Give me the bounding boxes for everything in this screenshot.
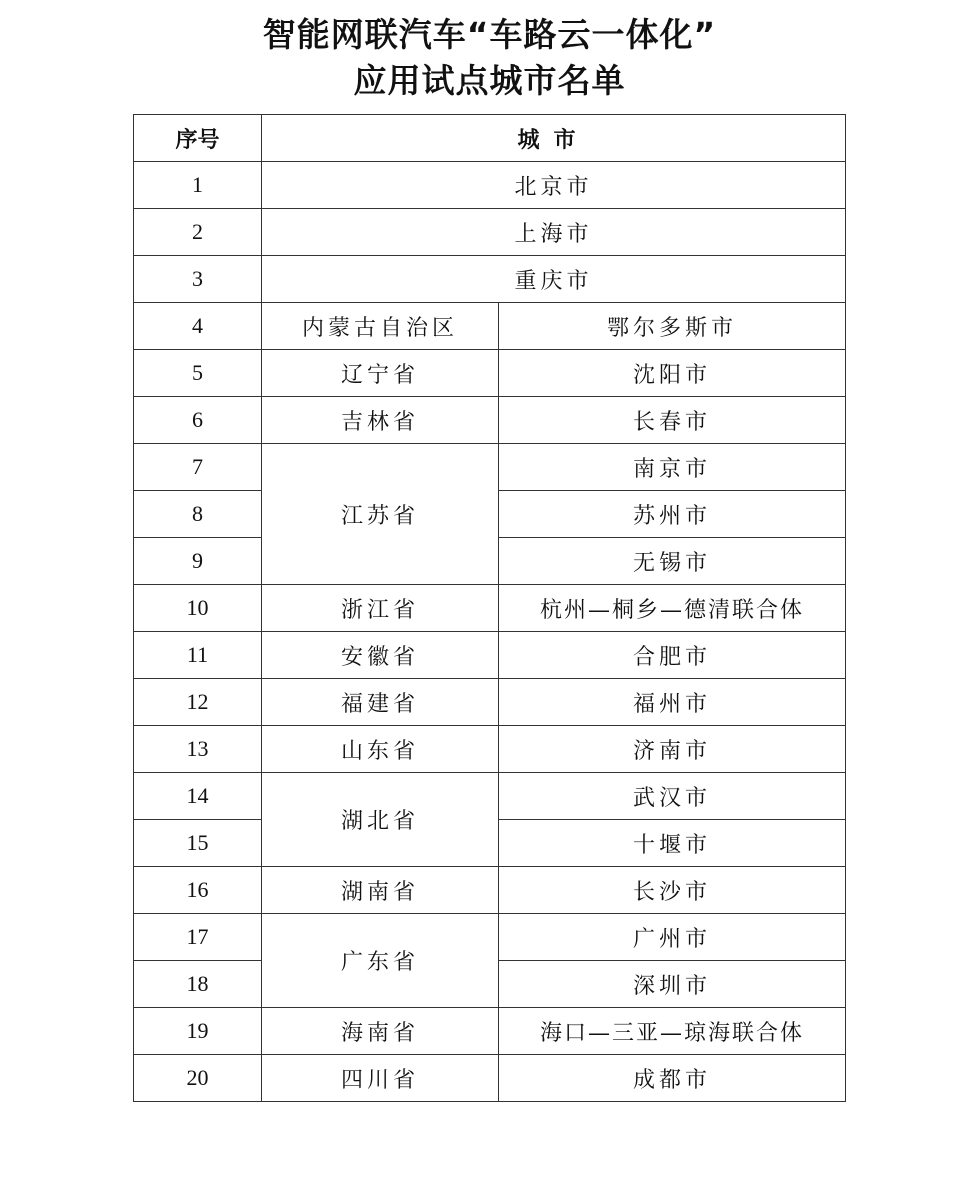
row-number: 1	[134, 162, 262, 209]
province-name: 福建省	[262, 679, 499, 726]
city-name: 北京市	[262, 162, 846, 209]
table-row	[134, 397, 846, 444]
province-name: 浙江省	[262, 585, 499, 632]
pilot-city-table	[133, 114, 846, 1102]
city-name: 海口—三亚—琼海联合体	[499, 1008, 846, 1055]
table-row	[134, 726, 846, 773]
city-name: 合肥市	[499, 632, 846, 679]
province-name: 安徽省	[262, 632, 499, 679]
row-number: 20	[134, 1055, 262, 1102]
table-row	[134, 256, 846, 303]
row-number: 2	[134, 209, 262, 256]
row-number: 15	[134, 820, 262, 867]
city-name: 杭州—桐乡—德清联合体	[499, 585, 846, 632]
province-name: 江苏省	[262, 444, 499, 585]
city-name: 上海市	[262, 209, 846, 256]
table-row	[134, 585, 846, 632]
city-name: 重庆市	[262, 256, 846, 303]
header-city: 城市	[262, 115, 846, 162]
province-name: 海南省	[262, 1008, 499, 1055]
table-header-row	[134, 115, 846, 162]
table-row	[134, 303, 846, 350]
table-row	[134, 632, 846, 679]
row-number: 13	[134, 726, 262, 773]
row-number: 11	[134, 632, 262, 679]
city-name: 深圳市	[499, 961, 846, 1008]
row-number: 6	[134, 397, 262, 444]
row-number: 3	[134, 256, 262, 303]
row-number: 17	[134, 914, 262, 961]
table-row	[134, 162, 846, 209]
row-number: 19	[134, 1008, 262, 1055]
province-name: 湖南省	[262, 867, 499, 914]
row-number: 18	[134, 961, 262, 1008]
city-name: 鄂尔多斯市	[499, 303, 846, 350]
province-name: 四川省	[262, 1055, 499, 1102]
table-row	[134, 350, 846, 397]
table-row	[134, 1008, 846, 1055]
row-number: 5	[134, 350, 262, 397]
table-row	[134, 1055, 846, 1102]
city-name: 福州市	[499, 679, 846, 726]
city-name: 沈阳市	[499, 350, 846, 397]
row-number: 4	[134, 303, 262, 350]
city-name: 无锡市	[499, 538, 846, 585]
row-number: 16	[134, 867, 262, 914]
table-row	[134, 679, 846, 726]
city-name: 成都市	[499, 1055, 846, 1102]
province-name: 广东省	[262, 914, 499, 1008]
header-serial-number: 序号	[134, 115, 262, 162]
row-number: 12	[134, 679, 262, 726]
city-name: 广州市	[499, 914, 846, 961]
row-number: 8	[134, 491, 262, 538]
table-row	[134, 773, 846, 820]
row-number: 10	[134, 585, 262, 632]
province-name: 湖北省	[262, 773, 499, 867]
province-name: 辽宁省	[262, 350, 499, 397]
row-number: 14	[134, 773, 262, 820]
table-row	[134, 444, 846, 491]
document-title-line-1: 智能网联汽车“车路云一体化”	[262, 15, 717, 54]
city-name: 武汉市	[499, 773, 846, 820]
city-name: 长春市	[499, 397, 846, 444]
province-name: 内蒙古自治区	[262, 303, 499, 350]
province-name: 山东省	[262, 726, 499, 773]
table-row	[134, 867, 846, 914]
city-name: 十堰市	[499, 820, 846, 867]
table-row	[134, 914, 846, 961]
city-name: 长沙市	[499, 867, 846, 914]
table-row	[134, 209, 846, 256]
city-name: 苏州市	[499, 491, 846, 538]
city-name: 南京市	[499, 444, 846, 491]
row-number: 9	[134, 538, 262, 585]
document-title-line-2: 应用试点城市名单	[353, 61, 626, 100]
city-name: 济南市	[499, 726, 846, 773]
province-name: 吉林省	[262, 397, 499, 444]
row-number: 7	[134, 444, 262, 491]
